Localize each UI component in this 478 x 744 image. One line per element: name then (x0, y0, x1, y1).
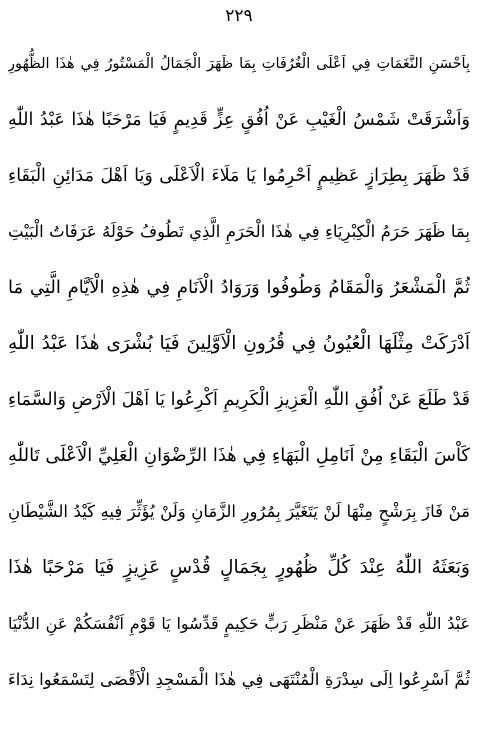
text-line (8, 372, 470, 428)
text-line-content: قَدْ طَلَعَ عَنْ اُفُقِ اللّٰهِ الْعَزِيزِ الْكَرِيمِ اَكْرِعُوا يَا اَهْلَ الْاَرْضِ وَالسَّمَاءِ (8, 390, 470, 410)
arabic-text-block (8, 36, 470, 708)
text-line-content: اَدْرَكَتْ مِثْلَهَا الْعُيُونُ فِي قُرُونِ الْاَوَّلِينَ فَيَا بُشْرَى هٰذَا عَبْدُ اللّٰهِ (8, 333, 470, 354)
text-line (8, 36, 470, 92)
text-line-content: وَاَشْرَقَتْ شَمْسُ الْغَيْبِ عَنْ اُفُقٍ عِزٍّ قَدِيمٍ فَيَا مَرْحَبًا هٰذَا عَبْدُ اللّٰهِ (8, 110, 470, 130)
text-line (8, 540, 470, 596)
text-line (8, 652, 470, 708)
text-line (8, 204, 470, 260)
text-line-content: بِاَحْسَنِ النَّغَمَاتِ فِي اَعْلَى الْغُرُفَاتِ بِمَا ظَهَرَ الْجَمَالُ الْمَسْتُورُ فِي هٰذَا الظُّهُورِ (8, 56, 470, 72)
text-line (8, 148, 470, 204)
text-line-content: وَبَعَثَهُ اللّٰهُ عِنْدَ كُلِّ ظُهُورٍ بِجَمَالٍ قُدْسٍ عَزِيزٍ فَيَا مَرْحَبًا هٰذَا (8, 557, 470, 578)
text-line (8, 596, 470, 652)
text-line (8, 92, 470, 148)
text-line (8, 428, 470, 484)
text-line-content: كَاْسَ الْبَقَاءِ مِنْ اَنَامِلِ الْبَهَاءِ فِي هٰذَا الرِّضْوَانِ الْعَلِيِّ الْاَعْلَى تَاللّٰهِ (8, 445, 470, 466)
page-number: ٢٢٩ (225, 6, 253, 26)
text-line (8, 316, 470, 372)
text-line-content: مَنْ فَازَ بِرَشْحٍ مِنْهَا لَنْ يَتَغَيَّرَ بِمُرُورِ الزَّمَانِ وَلَنْ يُؤَثِّرَ فِيهِ كَيْدُ الشَّيْطَانِ (8, 502, 470, 521)
text-line-content: ثُمَّ الْمَشْعَرُ وَالْمَقَامُ وَطُوفُوا وَرَوَادُ الْاَنَامِ فِي هٰذِهِ الْاَيَّامِ الَّتِي مَا (8, 277, 470, 298)
text-line-content: قَدْ ظَهَرَ بِطِرَازٍ عَظِيمٍ اَحْرِمُوا يَا مَلَاءَ الْاَعْلَى وَيَا اَهْلَ مَدَائِنِ الْبَقَاءِ (8, 166, 470, 186)
text-line (8, 260, 470, 316)
text-line-content: عَبْدُ اللّٰهِ قَدْ ظَهَرَ عَنْ مَنْظَرِ رَبٍّ حَكِيمٍ قَدِّسُوا يَا قَوْمِ اَنْفُسَكُمْ عَنِ الدُّنْيَا (8, 614, 470, 633)
text-line-content: بِمَا ظَهَرَ حَرَمُ الْكِبْرِيَاءِ فِي هٰذَا الْحَرَمِ الَّذِي تَطُوفُ حَوْلَهُ عَرَفَاتُ الْبَيْتِ (8, 222, 470, 241)
text-line (8, 484, 470, 540)
text-line-content: ثُمَّ اَسْرِعُوا اِلَى سِدْرَةِ الْمُنْتَهَى فِي هٰذَا الْمَسْجِدِ الْاَقْصَى لِتَسْمَعُوا نِدَاءَ (8, 670, 470, 689)
